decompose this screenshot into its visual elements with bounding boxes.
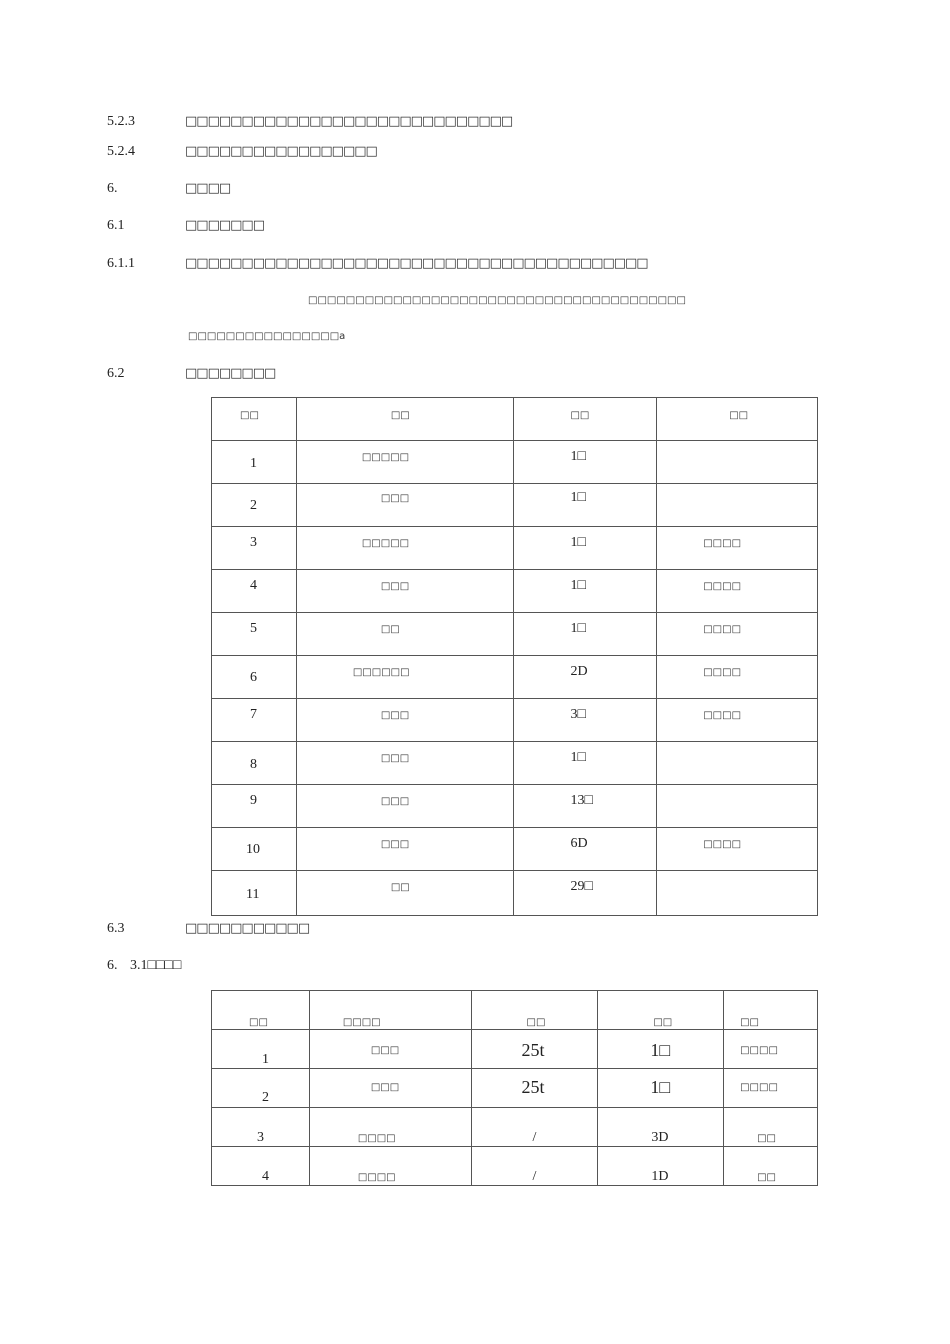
table-row — [212, 484, 818, 527]
item-quantity: 3□ — [570, 707, 586, 722]
item-quantity: 1□ — [650, 1077, 671, 1097]
heading-number: 6. — [107, 958, 118, 973]
paragraph-line: □□□□□□□□□□□□□□□□a — [188, 331, 346, 342]
row-number: 2 — [250, 498, 257, 513]
item-note: □□□□ — [703, 624, 742, 635]
table-row — [212, 742, 818, 785]
heading-number: 5.2.4 — [107, 144, 135, 159]
heading-text: □□□□□□□ — [185, 218, 264, 233]
item-quantity: 1□ — [570, 490, 586, 505]
item-name: □□□ — [380, 493, 410, 504]
table-row — [212, 828, 818, 871]
item-spec: 25t — [521, 1040, 545, 1060]
column-header: □□ — [390, 410, 410, 421]
heading-number: 6. — [107, 181, 118, 196]
heading-text: □□□□□□□□ — [185, 366, 276, 381]
column-header: □□□□ — [342, 1017, 381, 1028]
item-note: □□ — [757, 1172, 777, 1183]
row-number: 7 — [250, 707, 257, 722]
heading-text: □□□□□□□□□□□□□□□□□ — [185, 144, 377, 159]
item-note: □□□□ — [703, 839, 742, 850]
row-number: 8 — [250, 757, 257, 772]
item-name: □□ — [380, 624, 400, 635]
item-note: □□□□ — [740, 1045, 778, 1056]
item-spec: / — [532, 1169, 537, 1184]
item-name: □□□ — [370, 1045, 400, 1056]
table-row — [212, 871, 818, 916]
item-quantity: 6D — [570, 836, 588, 851]
column-header: □□ — [240, 410, 259, 421]
row-number: 1 — [250, 456, 257, 471]
table-row — [212, 441, 818, 484]
column-header: □□ — [729, 410, 749, 421]
item-spec: 25t — [521, 1077, 545, 1097]
item-name: □□□□□ — [361, 538, 410, 549]
item-quantity: 1D — [651, 1169, 669, 1184]
column-header: □□ — [249, 1017, 268, 1028]
item-name: □□□ — [370, 1082, 400, 1093]
heading-text: □□□□□□□□□□□□□□□□□□□□□□□□□□□□□ — [185, 114, 513, 129]
column-header: □□ — [740, 1017, 760, 1028]
item-note: □□□□ — [703, 667, 742, 678]
row-number: 4 — [262, 1169, 269, 1184]
table-row — [212, 699, 818, 742]
item-note: □□□□ — [703, 710, 742, 721]
row-number: 3 — [250, 535, 257, 550]
vehicle-table — [211, 990, 818, 1186]
heading-number: 6.1.1 — [107, 256, 135, 271]
table-row — [212, 1069, 818, 1108]
table-header-row — [212, 991, 818, 1030]
table-row — [212, 613, 818, 656]
table-row — [212, 1147, 818, 1186]
item-quantity: 1□ — [570, 535, 586, 550]
row-number: 6 — [250, 670, 257, 685]
column-header: □□ — [570, 410, 590, 421]
item-quantity: 13□ — [570, 793, 593, 808]
heading-number: 6.2 — [107, 366, 125, 381]
equipment-table — [211, 397, 818, 916]
item-quantity: 1□ — [570, 578, 586, 593]
table-row — [212, 570, 818, 613]
heading-number: 6.3 — [107, 921, 125, 936]
heading-text: □□□□ — [185, 181, 231, 196]
item-note: □□□□ — [703, 581, 742, 592]
table-row — [212, 656, 818, 699]
item-quantity: 29□ — [570, 879, 593, 894]
table-header-row — [212, 398, 818, 441]
heading-text: □□□□□□□□□□□ — [185, 921, 310, 936]
row-number: 4 — [250, 578, 257, 593]
item-spec: / — [532, 1130, 537, 1145]
item-quantity: 1□ — [570, 449, 586, 464]
heading-text: 3.1□□□□ — [130, 958, 182, 973]
item-note: □□□□ — [703, 538, 742, 549]
item-quantity: 1□ — [570, 621, 586, 636]
table-row — [212, 1108, 818, 1147]
item-name: □□□ — [380, 839, 410, 850]
item-note: □□□□ — [740, 1082, 778, 1093]
item-name: □□□ — [380, 796, 410, 807]
row-number: 1 — [262, 1052, 269, 1067]
column-header: □□ — [653, 1017, 673, 1028]
row-number: 5 — [250, 621, 257, 636]
item-name: □□ — [390, 882, 410, 893]
item-quantity: 2D — [570, 664, 588, 679]
paragraph-line: □□□□□□□□□□□□□□□□□□□□□□□□□□□□□□□□□□□□□□□□ — [308, 295, 686, 306]
column-header: □□ — [526, 1017, 546, 1028]
heading-number: 6.1 — [107, 218, 125, 233]
item-name: □□□□ — [357, 1172, 396, 1183]
item-quantity: 3D — [651, 1130, 669, 1145]
item-name: □□□ — [380, 753, 410, 764]
heading-number: 5.2.3 — [107, 114, 135, 129]
table-row — [212, 785, 818, 828]
item-quantity: 1□ — [650, 1040, 671, 1060]
row-number: 2 — [262, 1090, 269, 1105]
item-name: □□□□□ — [361, 452, 410, 463]
item-quantity: 1□ — [570, 750, 586, 765]
item-note: □□ — [757, 1133, 777, 1144]
row-number: 10 — [246, 842, 260, 857]
item-name: □□□□ — [357, 1133, 396, 1144]
item-name: □□□ — [380, 581, 410, 592]
row-number: 3 — [257, 1130, 264, 1145]
row-number: 11 — [246, 887, 260, 902]
item-name: □□□□□□ — [352, 667, 410, 678]
table-row — [212, 1030, 818, 1069]
table-row — [212, 527, 818, 570]
row-number: 9 — [250, 793, 257, 808]
heading-text: □□□□□□□□□□□□□□□□□□□□□□□□□□□□□□□□□□□□□□□□□ — [185, 256, 648, 271]
item-name: □□□ — [380, 710, 410, 721]
